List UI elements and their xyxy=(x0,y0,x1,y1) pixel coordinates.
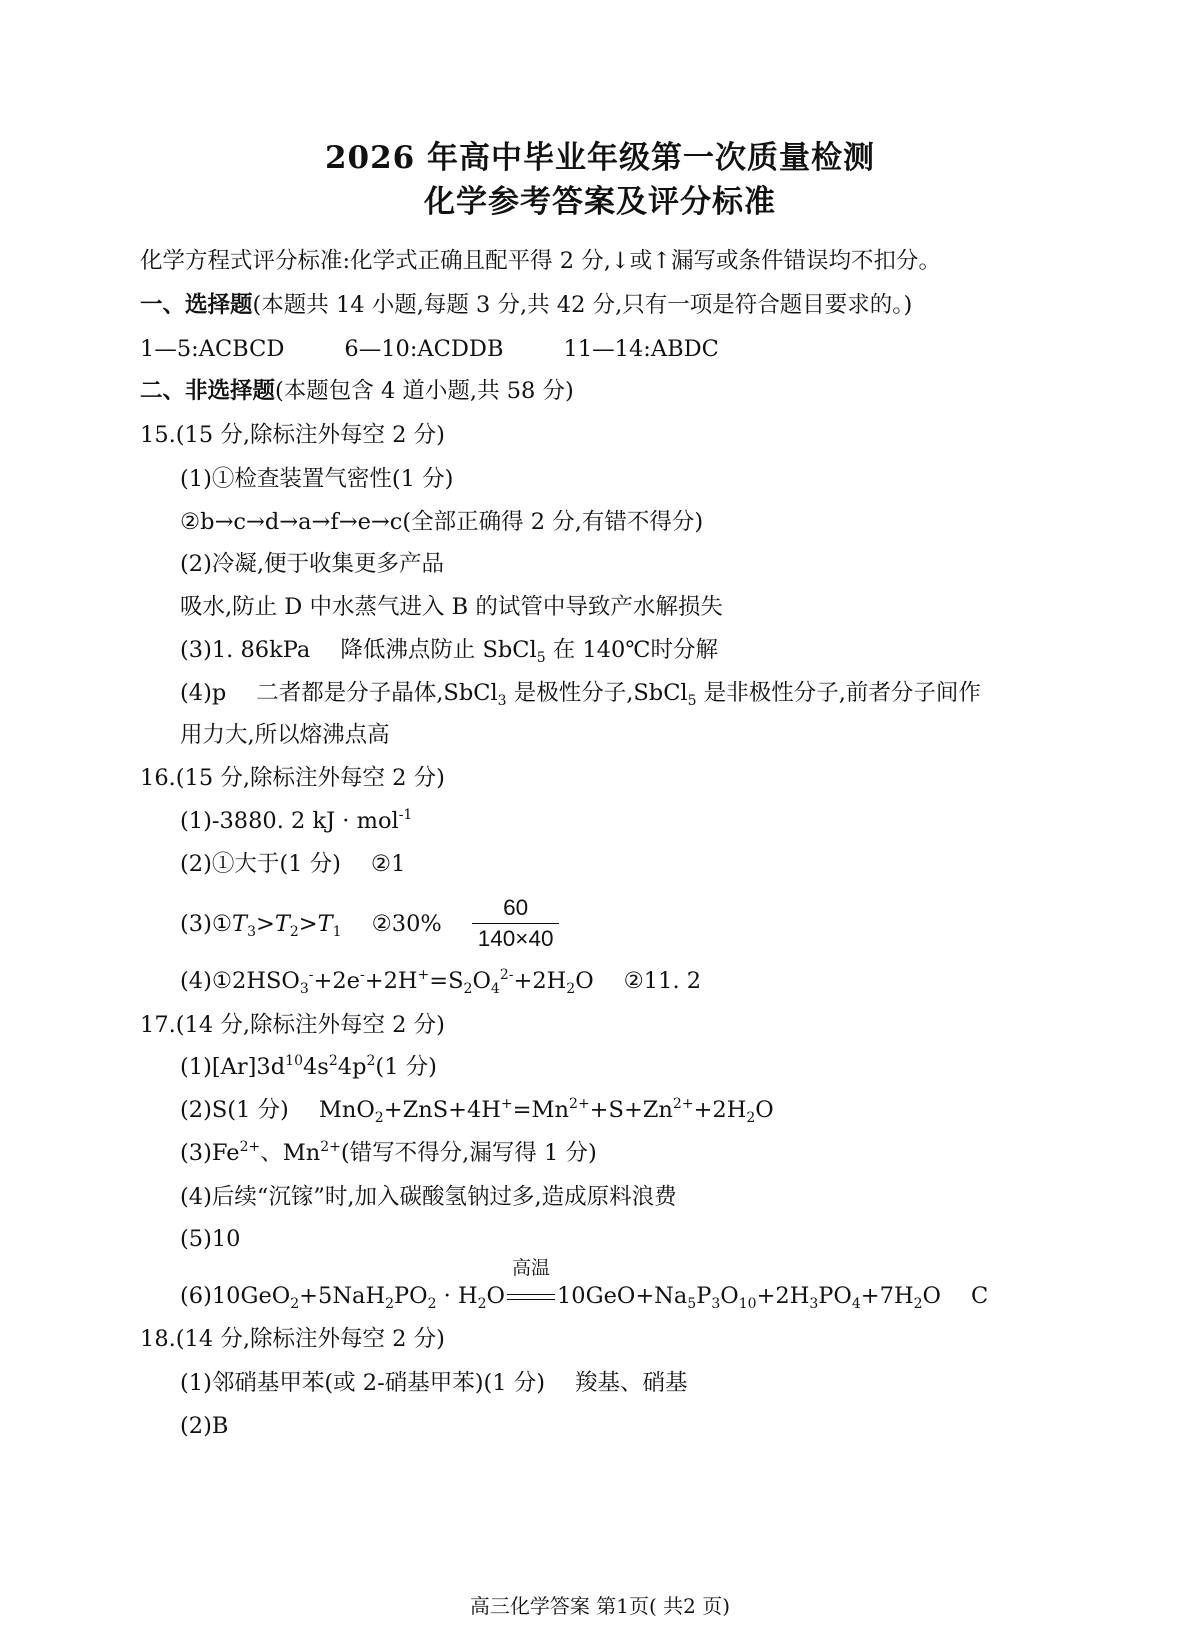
subscript: 4 xyxy=(490,981,500,997)
section1-heading: 一、选择题 xyxy=(140,292,253,318)
section2-heading-line xyxy=(140,376,574,406)
text: · H xyxy=(436,1283,478,1309)
q15-line-3: (2)冷凝,便于收集更多产品 xyxy=(180,551,445,577)
q17-line-4: (4)后续“沉镓”时,加入碳酸氢钠过多,造成原料浪费 xyxy=(180,1184,677,1210)
choice-answer-6-10: 6—10:ACDDB xyxy=(344,336,504,362)
subscript: 10 xyxy=(738,1296,757,1312)
text: (1)-3880. 2 kJ · mol xyxy=(180,808,399,834)
text: +ZnS+4H xyxy=(383,1097,501,1123)
subscript: 2 xyxy=(566,981,576,997)
q18-header: 18.(14 分,除标注外每空 2 分) xyxy=(140,1326,445,1352)
text: +2e xyxy=(313,968,360,994)
q15-line-6 xyxy=(180,678,981,708)
temperature-symbol: T xyxy=(232,910,248,937)
text: (6)10GeO xyxy=(180,1283,291,1309)
choice-answers xyxy=(140,334,719,364)
text: (1)邻硝基甲苯(或 2-硝基甲苯)(1 分) xyxy=(180,1370,546,1396)
q15-pressure: (3)1. 86kPa xyxy=(180,637,311,663)
text: =Mn xyxy=(512,1097,570,1123)
superscript: - xyxy=(308,967,314,983)
q17-line-5: (5)10 xyxy=(180,1226,241,1252)
text: +2H xyxy=(756,1283,810,1309)
text: O xyxy=(720,1283,739,1309)
text: +2H xyxy=(513,968,567,994)
superscript: 2 xyxy=(328,1053,338,1069)
temperature-symbol: T xyxy=(317,910,333,937)
subscript: 2 xyxy=(913,1296,923,1312)
section1-note: (本题共 14 小题,每题 3 分,共 42 分,只有一项是符合题目要求的。) xyxy=(252,292,913,318)
q16-line-2 xyxy=(180,849,405,879)
double-line xyxy=(507,1294,555,1300)
text: (3)① xyxy=(180,910,233,937)
superscript: 2+ xyxy=(320,1139,341,1155)
temperature-symbol: T xyxy=(274,910,290,937)
text: +5NaH xyxy=(299,1283,386,1309)
superscript: 2+ xyxy=(672,1096,694,1112)
subscript: 2 xyxy=(290,1296,300,1312)
text: (2)S(1 分) xyxy=(180,1097,289,1123)
subscript: 2 xyxy=(385,1296,394,1312)
q18-line-1 xyxy=(180,1368,688,1398)
subscript: 5 xyxy=(687,693,697,709)
text: 、Mn xyxy=(260,1140,321,1166)
q17-line-2 xyxy=(180,1095,774,1125)
text: C xyxy=(970,1283,989,1309)
choice-answer-11-14: 11—14:ABDC xyxy=(563,336,719,362)
text: 降低沸点防止 SbCl xyxy=(340,637,537,663)
text: ②11. 2 xyxy=(623,968,702,994)
text: O xyxy=(575,968,594,994)
q16-line-3-text xyxy=(180,910,442,940)
q18-line-2: (2)B xyxy=(180,1413,229,1439)
q15-line-1: (1)①检查装置气密性(1 分) xyxy=(180,466,454,492)
choice-answer-1-5: 1—5:ACBCD xyxy=(140,336,285,362)
subscript: 3 xyxy=(711,1296,721,1312)
q17-line-6 xyxy=(180,1257,989,1312)
q15-line-5 xyxy=(180,635,718,665)
subscript: 5 xyxy=(687,1296,697,1312)
superscript: + xyxy=(417,967,430,983)
subscript: 3 xyxy=(809,1296,819,1312)
superscript: + xyxy=(500,1096,513,1112)
text: 二者都是分子晶体,SbCl xyxy=(256,680,498,706)
text: (2)①大于(1 分) xyxy=(180,851,341,877)
subscript: 2 xyxy=(427,1296,437,1312)
subscript: 2 xyxy=(477,1296,487,1312)
q17-line-3 xyxy=(180,1138,597,1168)
reaction-arrow xyxy=(507,1257,555,1311)
subscript: 2 xyxy=(746,1110,756,1126)
text: O xyxy=(486,1283,505,1309)
text: 是非极性分子,前者分子间作 xyxy=(696,680,981,706)
text: +2H xyxy=(364,968,418,994)
superscript: 10 xyxy=(285,1053,303,1069)
text: (1)[Ar]3d xyxy=(180,1054,286,1080)
text: =S xyxy=(429,968,464,994)
subscript: 3 xyxy=(497,693,507,709)
superscript: 2+ xyxy=(569,1096,590,1112)
text: ②1 xyxy=(370,851,406,877)
q15-line-4: 吸水,防止 D 中水蒸气进入 B 的试管中导致产水解损失 xyxy=(180,594,723,620)
text: P xyxy=(696,1283,712,1309)
text: MnO xyxy=(318,1097,375,1123)
superscript: - xyxy=(359,967,365,983)
q16-line-1 xyxy=(180,806,412,836)
text: O xyxy=(922,1283,941,1309)
page-subtitle: 化学参考答案及评分标准 xyxy=(424,184,776,220)
q15-header: 15.(15 分,除标注外每空 2 分) xyxy=(140,422,445,448)
fraction xyxy=(472,893,560,954)
text: O xyxy=(755,1097,774,1123)
section2-note: (本题包含 4 道小题,共 58 分) xyxy=(275,378,574,404)
text: PO xyxy=(394,1283,428,1309)
text: +7H xyxy=(860,1283,914,1309)
page-footer: 高三化学答案 第1页( 共2 页) xyxy=(469,1594,731,1618)
text: > xyxy=(298,910,318,937)
section1-heading-line xyxy=(140,290,912,320)
q16-line-4 xyxy=(180,966,701,996)
subscript: 2 xyxy=(463,981,473,997)
q17-header: 17.(14 分,除标注外每空 2 分) xyxy=(140,1012,445,1038)
text: > xyxy=(255,910,275,937)
text: 羧基、硝基 xyxy=(575,1370,688,1396)
text: (1 分) xyxy=(375,1054,437,1080)
superscript: 2+ xyxy=(239,1139,261,1155)
fraction-numerator: 60 xyxy=(472,893,560,924)
subscript: 3 xyxy=(299,981,309,997)
text: +S+Zn xyxy=(589,1097,673,1123)
superscript: -1 xyxy=(398,807,413,823)
fraction-denominator: 140×40 xyxy=(477,926,554,951)
text: O xyxy=(472,968,491,994)
text: 4s xyxy=(302,1054,329,1080)
text: (错写不得分,漏写得 1 分) xyxy=(340,1140,597,1166)
text: (3)Fe xyxy=(180,1140,240,1166)
page-title: 2026 年高中毕业年级第一次质量检测 xyxy=(324,140,876,176)
text: (4)p xyxy=(180,680,227,706)
subscript: 2 xyxy=(289,923,299,940)
subscript: 3 xyxy=(247,923,256,940)
text: 在 140℃时分解 xyxy=(545,637,719,663)
text: 4p xyxy=(337,1054,367,1080)
subscript: 1 xyxy=(332,923,342,940)
text: 10GeO+Na xyxy=(556,1283,688,1309)
q17-line-1 xyxy=(180,1052,437,1082)
text: +2H xyxy=(693,1097,747,1123)
section2-heading: 二、非选择题 xyxy=(140,378,276,404)
text: ②30% xyxy=(371,910,442,937)
subscript: 5 xyxy=(536,650,546,666)
text: 是极性分子,SbCl xyxy=(506,680,688,706)
superscript: 2 xyxy=(366,1053,376,1069)
superscript: 2- xyxy=(499,967,514,983)
q16-line-3 xyxy=(180,893,559,954)
q15-line-2: ②b→c→d→a→f→e→c(全部正确得 2 分,有错不得分) xyxy=(180,509,704,535)
q16-header: 16.(15 分,除标注外每空 2 分) xyxy=(140,765,445,791)
scoring-rule: 化学方程式评分标准:化学式正确且配平得 2 分,↓或↑漏写或条件错误均不扣分。 xyxy=(140,248,942,274)
subscript: 2 xyxy=(374,1110,384,1126)
q15-line-7: 用力大,所以熔沸点高 xyxy=(180,722,390,748)
text: (4)①2HSO xyxy=(180,968,300,994)
text: PO xyxy=(818,1283,852,1309)
subscript: 4 xyxy=(851,1296,861,1312)
reaction-condition: 高温 xyxy=(511,1257,550,1279)
